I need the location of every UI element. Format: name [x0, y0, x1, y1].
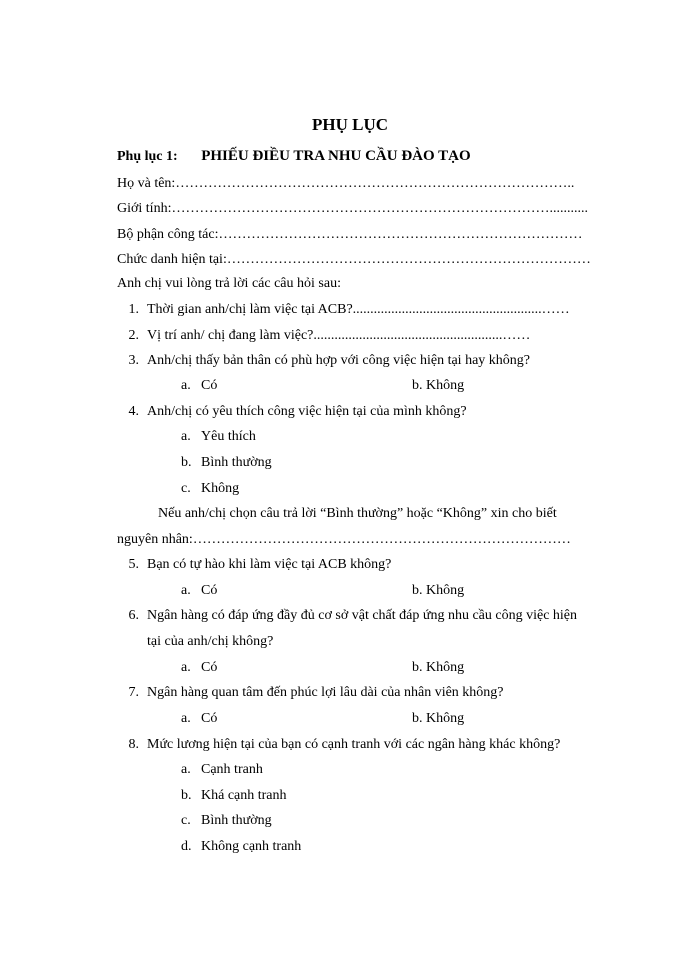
q8-option-d[interactable] [181, 838, 301, 856]
question-number: 6. [128, 608, 139, 623]
field-department[interactable]: Bộ phận công tác:…………………………………………………………………… [117, 227, 583, 242]
appendix-heading [117, 147, 471, 166]
question-text: Thời gian anh/chị làm việc tại ACB?......................................................…… [147, 302, 570, 317]
option-letter: a. [181, 378, 191, 393]
question-text: Ngân hàng có đáp ứng đầy đủ cơ sở vật chất đáp ứng nhu cầu công việc hiện [147, 608, 578, 623]
appendix-title: PHIẾU ĐIỀU TRA NHU CẦU ĐÀO TẠO [201, 148, 471, 164]
question-number: 7. [128, 685, 139, 700]
q3-option-a[interactable] [181, 377, 217, 395]
question-5 [117, 556, 391, 574]
q3-option-b[interactable]: b. Không [412, 378, 465, 393]
option-letter: d. [181, 839, 192, 854]
q8-option-b[interactable] [181, 787, 287, 805]
q4-note-line1: Nếu anh/chị chọn câu trả lời “Bình thường” hoặc “Không” xin cho biết [158, 506, 557, 521]
question-number: 3. [128, 353, 139, 368]
option-letter: c. [181, 813, 191, 828]
q7-option-a[interactable] [181, 710, 217, 728]
option-letter: b. [181, 455, 192, 470]
question-number: 4. [128, 404, 139, 419]
question-6 [117, 607, 577, 625]
intro-text: Anh chị vui lòng trả lời các câu hỏi sau: [117, 276, 341, 291]
option-text: Cạnh tranh [201, 762, 263, 777]
q4-note-reason[interactable]: nguyên nhân:……………………………………………………………………… [117, 532, 571, 547]
q8-option-a[interactable] [181, 761, 263, 779]
question-text: Mức lương hiện tại của bạn có cạnh tranh với các ngân hàng khác không? [147, 737, 561, 752]
option-letter: b. [181, 788, 192, 803]
question-text: Ngân hàng quan tâm đến phúc lợi lâu dài của nhân viên không? [147, 685, 504, 700]
option-text: Có [201, 660, 218, 675]
question-2[interactable] [117, 327, 530, 345]
option-text: Có [201, 378, 218, 393]
question-text: Bạn có tự hào khi làm việc tại ACB không? [147, 557, 392, 572]
option-text: Khá cạnh tranh [201, 788, 287, 803]
q4-option-c[interactable] [181, 480, 239, 498]
question-1[interactable] [117, 301, 570, 319]
appendix-label: Phụ lục 1: [117, 149, 178, 164]
option-letter: a. [181, 762, 191, 777]
q6-option-a[interactable] [181, 659, 217, 677]
option-text: Bình thường [201, 455, 272, 470]
question-3 [117, 352, 530, 370]
question-4 [117, 403, 467, 421]
question-7 [117, 684, 504, 702]
q5-option-b[interactable]: b. Không [412, 583, 465, 598]
q8-option-c[interactable] [181, 812, 272, 830]
field-name[interactable]: Họ và tên:………………………………………………………………………….. [117, 176, 575, 191]
field-gender[interactable]: Giới tính:………………………………………………………………………........... [117, 201, 588, 216]
question-text: Anh/chị thấy bản thân có phù hợp với công việc hiện tại hay không? [147, 353, 530, 368]
question-number: 5. [128, 557, 139, 572]
question-number: 1. [128, 302, 139, 317]
option-text: Có [201, 711, 218, 726]
option-text: Yêu thích [201, 429, 256, 444]
option-letter: a. [181, 583, 191, 598]
question-number: 2. [128, 328, 139, 343]
option-letter: a. [181, 429, 191, 444]
option-letter: a. [181, 660, 191, 675]
question-8 [117, 736, 560, 754]
option-text: Không [201, 481, 240, 496]
field-position[interactable]: Chức danh hiện tại:…………………………………………………………………… [117, 252, 591, 267]
option-letter: c. [181, 481, 191, 496]
question-text: Anh/chị có yêu thích công việc hiện tại của mình không? [147, 404, 467, 419]
option-text: Bình thường [201, 813, 272, 828]
q7-option-b[interactable]: b. Không [412, 711, 465, 726]
option-text: Không cạnh tranh [201, 839, 302, 854]
option-text: Có [201, 583, 218, 598]
q5-option-a[interactable] [181, 582, 217, 600]
q4-option-a[interactable] [181, 428, 256, 446]
question-text: Vị trí anh/ chị đang làm việc?......................................................…… [147, 328, 531, 343]
page-title: PHỤ LỤC [311, 115, 389, 134]
question-number: 8. [128, 737, 139, 752]
question-6-cont: tại của anh/chị không? [147, 634, 274, 649]
q4-option-b[interactable] [181, 454, 272, 472]
q6-option-b[interactable]: b. Không [412, 660, 465, 675]
option-letter: a. [181, 711, 191, 726]
